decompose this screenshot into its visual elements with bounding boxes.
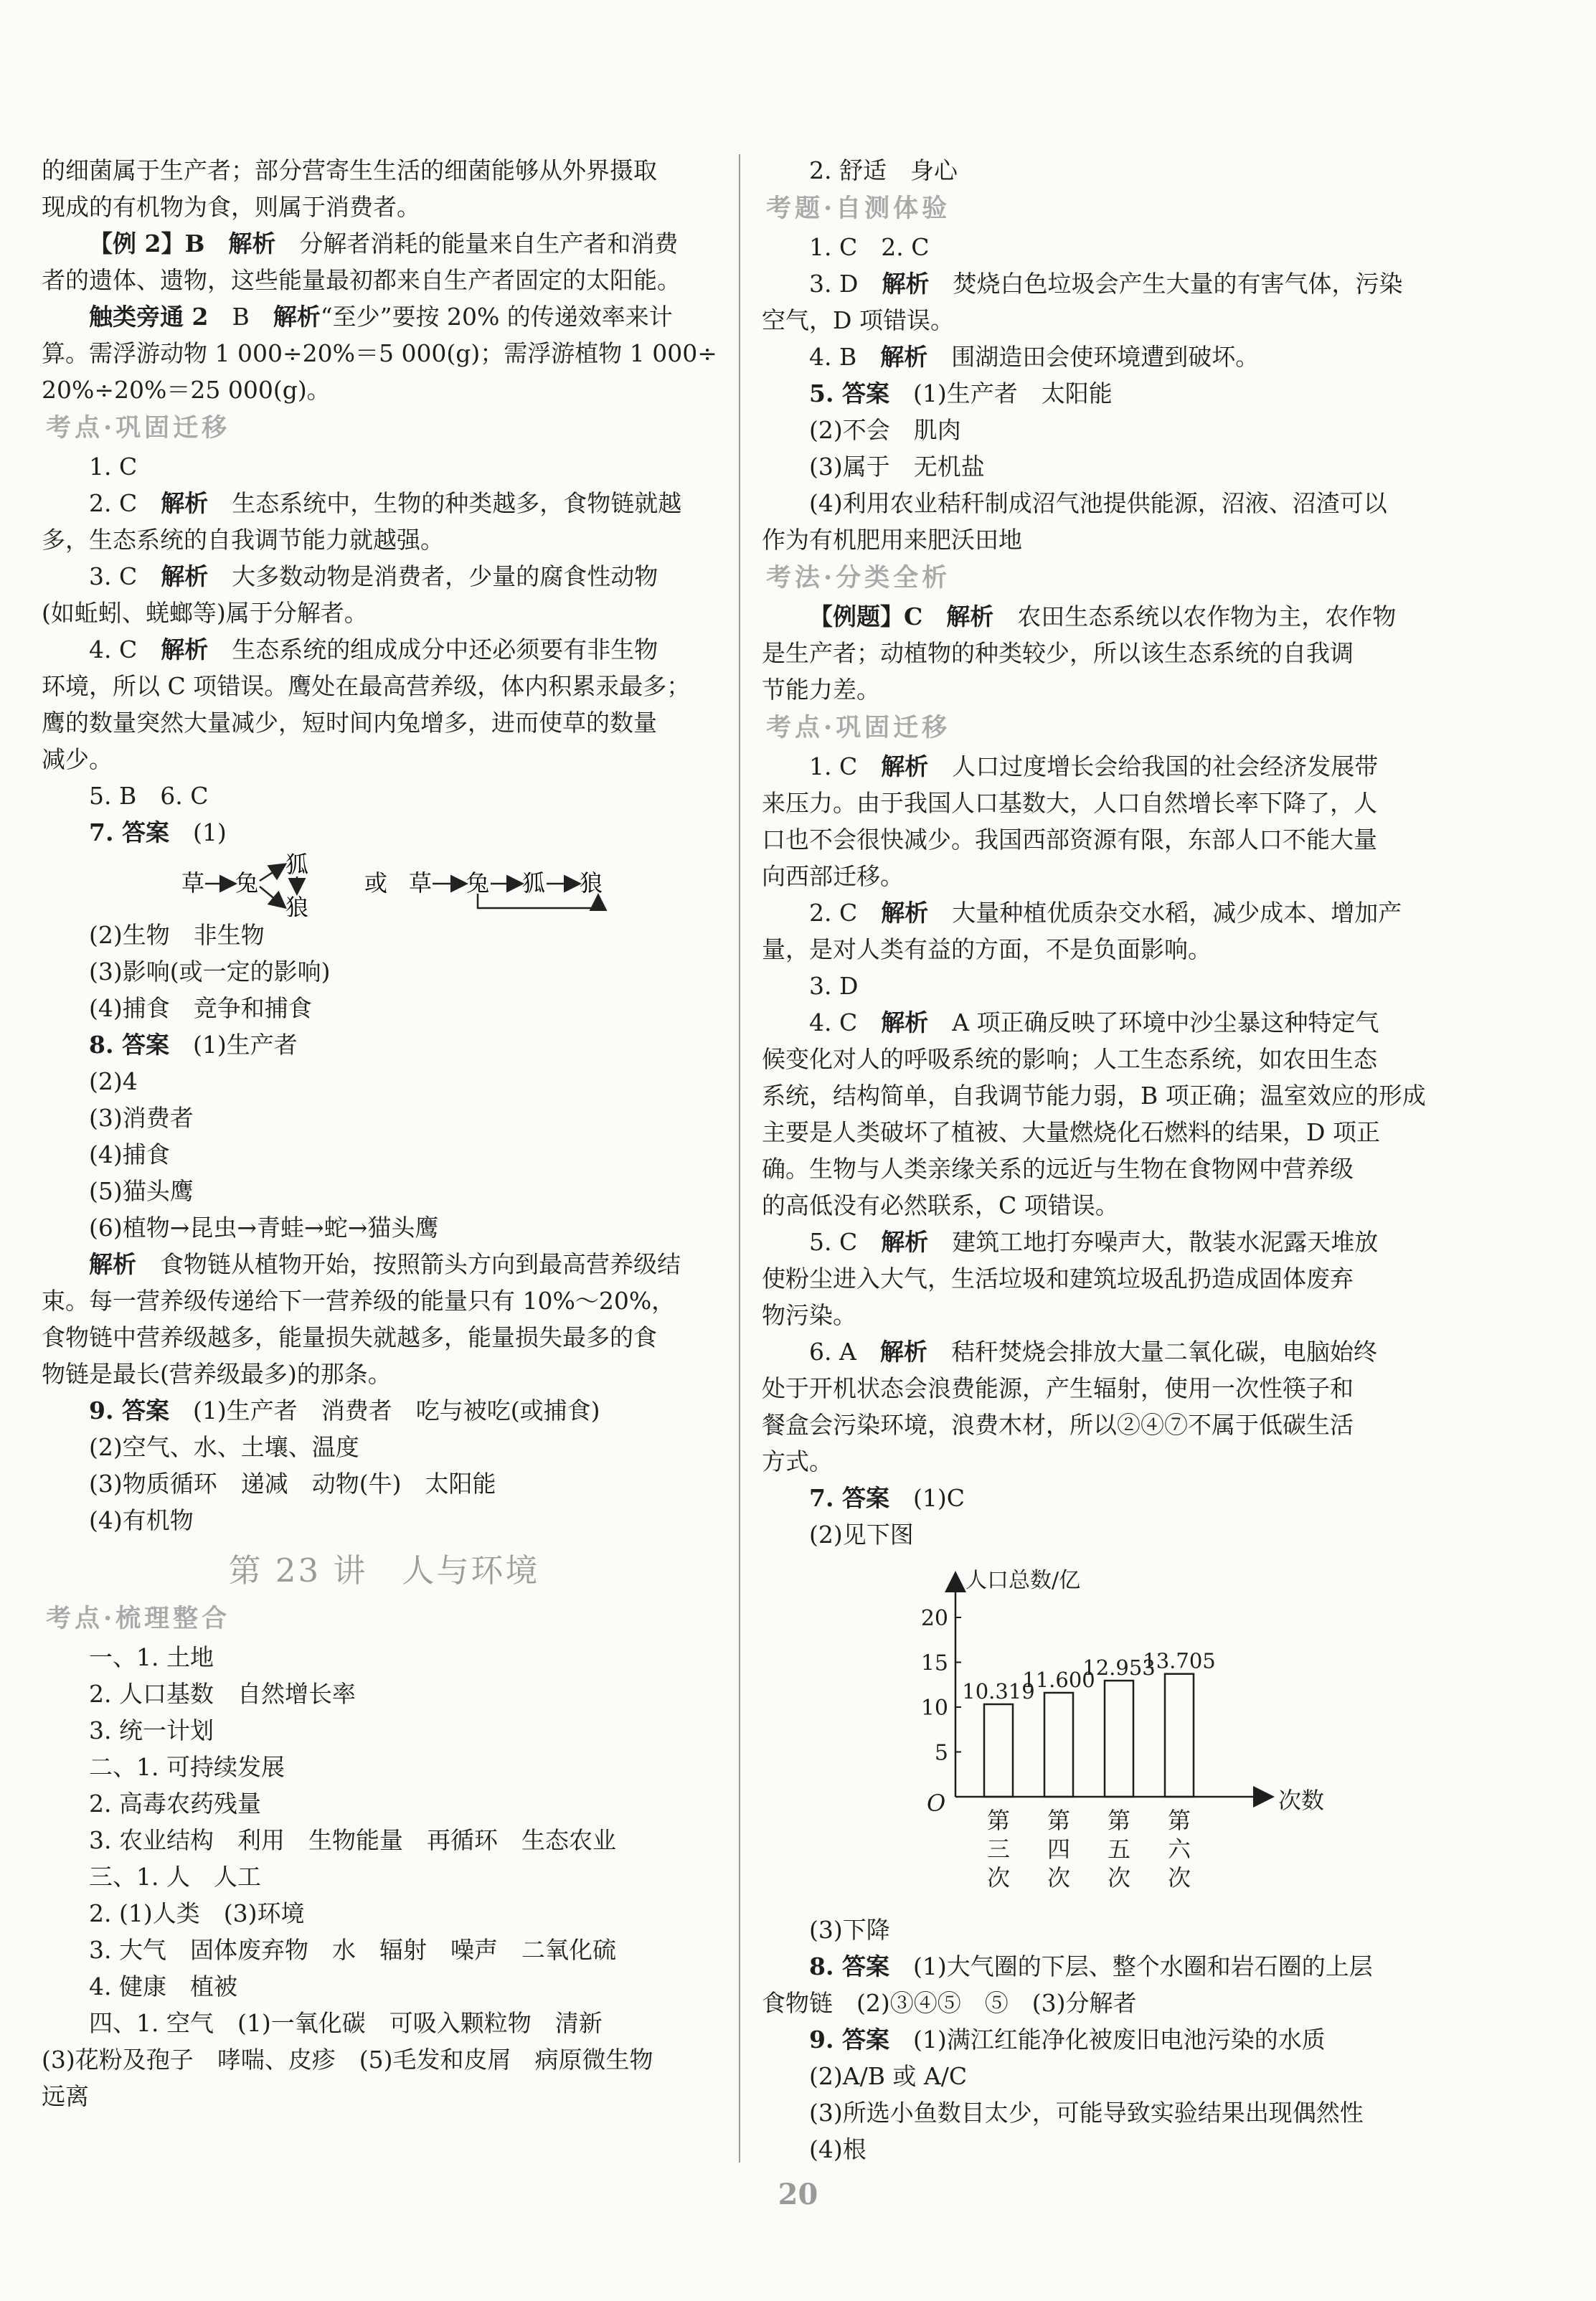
answer-item: 6. A 解析 秸秆焚烧会排放大量二氧化碳，电脑始终 — [809, 1338, 1377, 1366]
text-line: 者的遗体、遗物，这些能量最初都来自生产者固定的太阳能。 — [42, 266, 681, 294]
arrow — [260, 865, 284, 881]
text-line: (如蚯蚓、蜣螂等)属于分解者。 — [42, 599, 368, 627]
answer-line: 4. 健康 植被 — [89, 1972, 237, 2000]
text-line: 环境，所以 C 项错误。鹰处在最高营养级，体内积累汞最多； — [42, 672, 691, 700]
section-heading: 考点·梳理整合 — [46, 1604, 231, 1633]
answer-item: 4. C 解析 A 项正确反映了环境中沙尘暴这种特定气 — [809, 1008, 1379, 1036]
x-category-label: 第 — [1167, 1807, 1191, 1834]
answer-line: 3. 大气 固体废弃物 水 辐射 噪声 二氧化硫 — [89, 1936, 616, 1964]
answer-line: (2)见下图 — [809, 1521, 914, 1549]
answer-item: 8. 答案 (1)生产者 — [89, 1031, 298, 1059]
text-line: 20%÷20%＝25 000(g)。 — [42, 376, 331, 404]
answer-line: (2)不会 肌肉 — [809, 416, 961, 444]
text-line: 口也不会很快减少。我国西部资源有限，东部人口不能大量 — [762, 826, 1377, 854]
bar — [1165, 1674, 1194, 1797]
text-line: 系统，结构简单，自我调节能力弱，B 项正确；温室效应的形成 — [762, 1082, 1426, 1110]
x-category-label: 三 — [986, 1835, 1011, 1863]
example-item: 【例题】C 解析 农田生态系统以农作物为主，农作物 — [809, 603, 1397, 630]
x-category-label: 第 — [1047, 1807, 1071, 1834]
answer-item: 5. C 解析 建筑工地打夯噪声大，散装水泥露天堆放 — [809, 1228, 1379, 1256]
answer-line: (6)植物→昆虫→青蛙→蛇→猫头鹰 — [89, 1214, 439, 1242]
answer-item: 9. 答案 (1)满江红能净化被废旧电池污染的水质 — [809, 2026, 1326, 2054]
answer-line: (4)利用农业秸秆制成沼气池提供能源，沼液、沼渣可以 — [809, 489, 1387, 517]
or-label: 或 — [364, 869, 388, 897]
answer-line: (3)物质循环 递减 动物(牛) 太阳能 — [89, 1470, 496, 1498]
fox-node: 狐 — [522, 869, 546, 897]
right-column — [762, 152, 1436, 2168]
bar-value-label: 11.600 — [1022, 1668, 1095, 1692]
section-heading: 考法·分类全析 — [766, 563, 951, 592]
answer-line: (5)猫头鹰 — [89, 1177, 194, 1205]
grass-node: 草 — [409, 869, 433, 897]
text-line: 来压力。由于我国人口基数大，人口自然增长率下降了，人 — [762, 789, 1377, 817]
section-heading: 考点·巩固迁移 — [46, 413, 231, 443]
answer-line: (4)捕食 竞争和捕食 — [89, 994, 312, 1022]
x-category-label: 六 — [1167, 1835, 1191, 1863]
answer-line: 一、1. 土地 — [89, 1643, 214, 1671]
text-line: 鹰的数量突然大量减少，短时间内兔增多，进而使草的数量 — [42, 709, 657, 737]
bar-value-label: 13.705 — [1143, 1648, 1216, 1673]
answer-item: 7. 答案 (1)C — [809, 1484, 965, 1512]
text-line: 多，生态系统的自我调节能力就越强。 — [42, 526, 444, 554]
column-divider — [739, 154, 740, 2163]
answer-line: (2)A/B 或 A/C — [809, 2062, 968, 2090]
page-number: 20 — [778, 2178, 818, 2211]
x-category-label: 五 — [1107, 1835, 1131, 1863]
x-category-label: 次 — [1047, 1864, 1071, 1891]
x-category-label: 第 — [1107, 1807, 1131, 1834]
answer-line: 1. C — [89, 453, 138, 481]
grass-node: 草 — [181, 869, 205, 897]
y-tick-label: 10 — [920, 1696, 948, 1721]
y-axis-label: 人口总数/亿 — [965, 1568, 1081, 1593]
text-line: 主要是人类破坏了植被、大量燃烧化石燃料的结果，D 项正 — [762, 1118, 1380, 1146]
answer-line: (2)空气、水、土壤、温度 — [89, 1433, 359, 1461]
x-category-label: 次 — [1107, 1864, 1131, 1891]
answer-line: (3)所选小鱼数目太少，可能导致实验结果出现偶然性 — [809, 2099, 1364, 2127]
answer-line: (4)根 — [809, 2135, 867, 2163]
fox-node: 狐 — [285, 851, 309, 878]
answer-item: 4. C 解析 生态系统的组成成分中还必须要有非生物 — [89, 636, 658, 663]
left-column — [42, 152, 727, 2115]
food-web-svg — [42, 851, 727, 917]
answer-line: 1. C 2. C — [809, 233, 930, 261]
example-2: 【例 2】B 解析 分解者消耗的能量来自生产者和消费 — [89, 230, 679, 257]
answer-item: 9. 答案 (1)生产者 消费者 吃与被吃(或捕食) — [89, 1397, 600, 1424]
answer-line: 2. 人口基数 自然增长率 — [89, 1680, 356, 1708]
bar-value-label: 10.319 — [962, 1679, 1035, 1704]
arrow — [260, 887, 284, 907]
answer-line: 3. D — [809, 972, 859, 1000]
answer-line: (3)影响(或一定的影响) — [89, 958, 331, 986]
text-line: 节能力差。 — [762, 676, 880, 704]
bar-value-label: 12.953 — [1082, 1655, 1156, 1681]
text-line: 处于开机状态会浪费能源，产生辐射，使用一次性筷子和 — [762, 1374, 1354, 1402]
text-line: 餐盒会污染环境，浪费木材，所以②④⑦不属于低碳生活 — [762, 1411, 1354, 1439]
answer-line: (3)下降 — [809, 1916, 890, 1944]
x-category-label: 次 — [1167, 1864, 1191, 1891]
x-axis-label: 次数 — [1278, 1787, 1325, 1814]
text-line: 减少。 — [42, 745, 113, 773]
text-line: 向西部迁移。 — [762, 862, 904, 890]
answer-line: (3)属于 无机盐 — [809, 453, 985, 481]
answer-item: 7. 答案 (1) — [89, 818, 227, 846]
text-line: 远离 — [42, 2082, 89, 2110]
answer-line: 2. 高毒农药残量 — [89, 1790, 261, 1818]
answer-item: 2. C 解析 大量种植优质杂交水稻，减少成本、增加产 — [809, 899, 1402, 927]
answer-item: 3. C 解析 大多数动物是消费者，少量的腐食性动物 — [89, 562, 658, 590]
text-line: 物链是最长(营养级最多)的那条。 — [42, 1360, 392, 1388]
y-tick-label: 20 — [920, 1606, 948, 1631]
answer-line: 二、1. 可持续发展 — [89, 1753, 285, 1781]
answer-item: 2. C 解析 生态系统中，生物的种类越多，食物链就越 — [89, 489, 682, 517]
answer-line: 四、1. 空气 (1)一氧化碳 可吸入颗粒物 清新 — [89, 2009, 603, 2037]
rabbit-node: 兔 — [235, 869, 259, 897]
practice-2: 触类旁通 2 B 解析“至少”要按 20% 的传递效率来计 — [89, 303, 673, 331]
text-line: 是生产者；动植物的种类较少，所以该生态系统的自我调 — [762, 639, 1354, 667]
answer-line: (2)生物 非生物 — [89, 921, 265, 949]
answer-item: 4. B 解析 围湖造田会使环境遭到破坏。 — [809, 343, 1260, 371]
answer-line: 三、1. 人 人工 — [89, 1863, 261, 1891]
answer-line: 3. 农业结构 利用 生物能量 再循环 生态农业 — [89, 1826, 616, 1854]
population-chart — [762, 1553, 1436, 1912]
answer-item: 3. D 解析 焚烧白色垃圾会产生大量的有害气体，污染 — [809, 270, 1403, 298]
population-chart-svg — [762, 1553, 1436, 1912]
answer-item: 解析 食物链从植物开始，按照箭头方向到最高营养级结 — [89, 1250, 681, 1278]
x-category-label: 次 — [986, 1864, 1011, 1891]
answer-line: 2. 舒适 身心 — [809, 156, 958, 184]
text-line: 使粉尘进入大气，生活垃圾和建筑垃圾乱扔造成固体废弃 — [762, 1265, 1354, 1293]
text-line: 的高低没有必然联系，C 项错误。 — [762, 1191, 1119, 1219]
text-line: 量，是对人类有益的方面，不是负面影响。 — [762, 935, 1212, 963]
answer-line: 3. 统一计划 — [89, 1716, 214, 1744]
wolf-node: 狼 — [580, 869, 603, 897]
answer-item: 8. 答案 (1)大气圈的下层、整个水圈和岩石圈的上层 — [809, 1952, 1373, 1980]
text-line: 算。需浮游动物 1 000÷20%＝5 000(g)；需浮游植物 1 000÷ — [42, 339, 717, 367]
text-line: 现成的有机物为食，则属于消费者。 — [42, 193, 420, 221]
food-web-diagram — [42, 851, 727, 917]
answer-item: 1. C 解析 人口过度增长会给我国的社会经济发展带 — [809, 752, 1379, 780]
x-category-label: 第 — [986, 1807, 1011, 1834]
section-heading: 考题·自测体验 — [766, 194, 951, 223]
text-line: 作为有机肥用来肥沃田地 — [762, 526, 1022, 554]
answer-line: (4)捕食 — [89, 1140, 170, 1168]
text-line: 方式。 — [762, 1447, 833, 1475]
rabbit-node: 兔 — [466, 869, 490, 897]
text-line: 候变化对人的呼吸系统的影响；人工生态系统，如农田生态 — [762, 1045, 1377, 1073]
section-heading: 考点·巩固迁移 — [766, 713, 951, 742]
y-tick-label: 15 — [920, 1650, 948, 1676]
origin-label: O — [927, 1790, 946, 1817]
answer-item: 5. 答案 (1)生产者 太阳能 — [809, 379, 1113, 407]
chapter-title: 第 23 讲 人与环境 — [228, 1551, 540, 1589]
answer-line: 5. B 6. C — [89, 782, 209, 810]
text-line: 物污染。 — [762, 1301, 856, 1329]
text-line: (3)花粉及孢子 哮喘、皮疹 (5)毛发和皮屑 病原微生物 — [42, 2046, 653, 2074]
text-line: 确。生物与人类亲缘关系的远近与生物在食物网中营养级 — [762, 1155, 1354, 1183]
wolf-node: 狼 — [285, 894, 309, 917]
bar — [1044, 1693, 1073, 1797]
answer-line: (2)4 — [89, 1067, 138, 1095]
answer-line: 2. (1)人类 (3)环境 — [89, 1899, 305, 1927]
x-category-label: 四 — [1047, 1835, 1071, 1863]
text-line: 束。每一营养级传递给下一营养级的能量只有 10%～20%， — [42, 1287, 676, 1315]
y-tick-label: 5 — [934, 1740, 948, 1766]
bar — [1105, 1681, 1133, 1797]
answer-line: (4)有机物 — [89, 1506, 194, 1534]
text-line: 的细菌属于生产者；部分营寄生生活的细菌能够从外界摄取 — [42, 156, 657, 184]
text-line: 食物链 (2)③④⑤ ⑤ (3)分解者 — [762, 1989, 1137, 2017]
text-line: 空气，D 项错误。 — [762, 306, 954, 334]
answer-line: (3)消费者 — [89, 1104, 194, 1132]
bar — [984, 1704, 1013, 1797]
text-line: 食物链中营养级越多，能量损失就越多，能量损失最多的食 — [42, 1323, 657, 1351]
